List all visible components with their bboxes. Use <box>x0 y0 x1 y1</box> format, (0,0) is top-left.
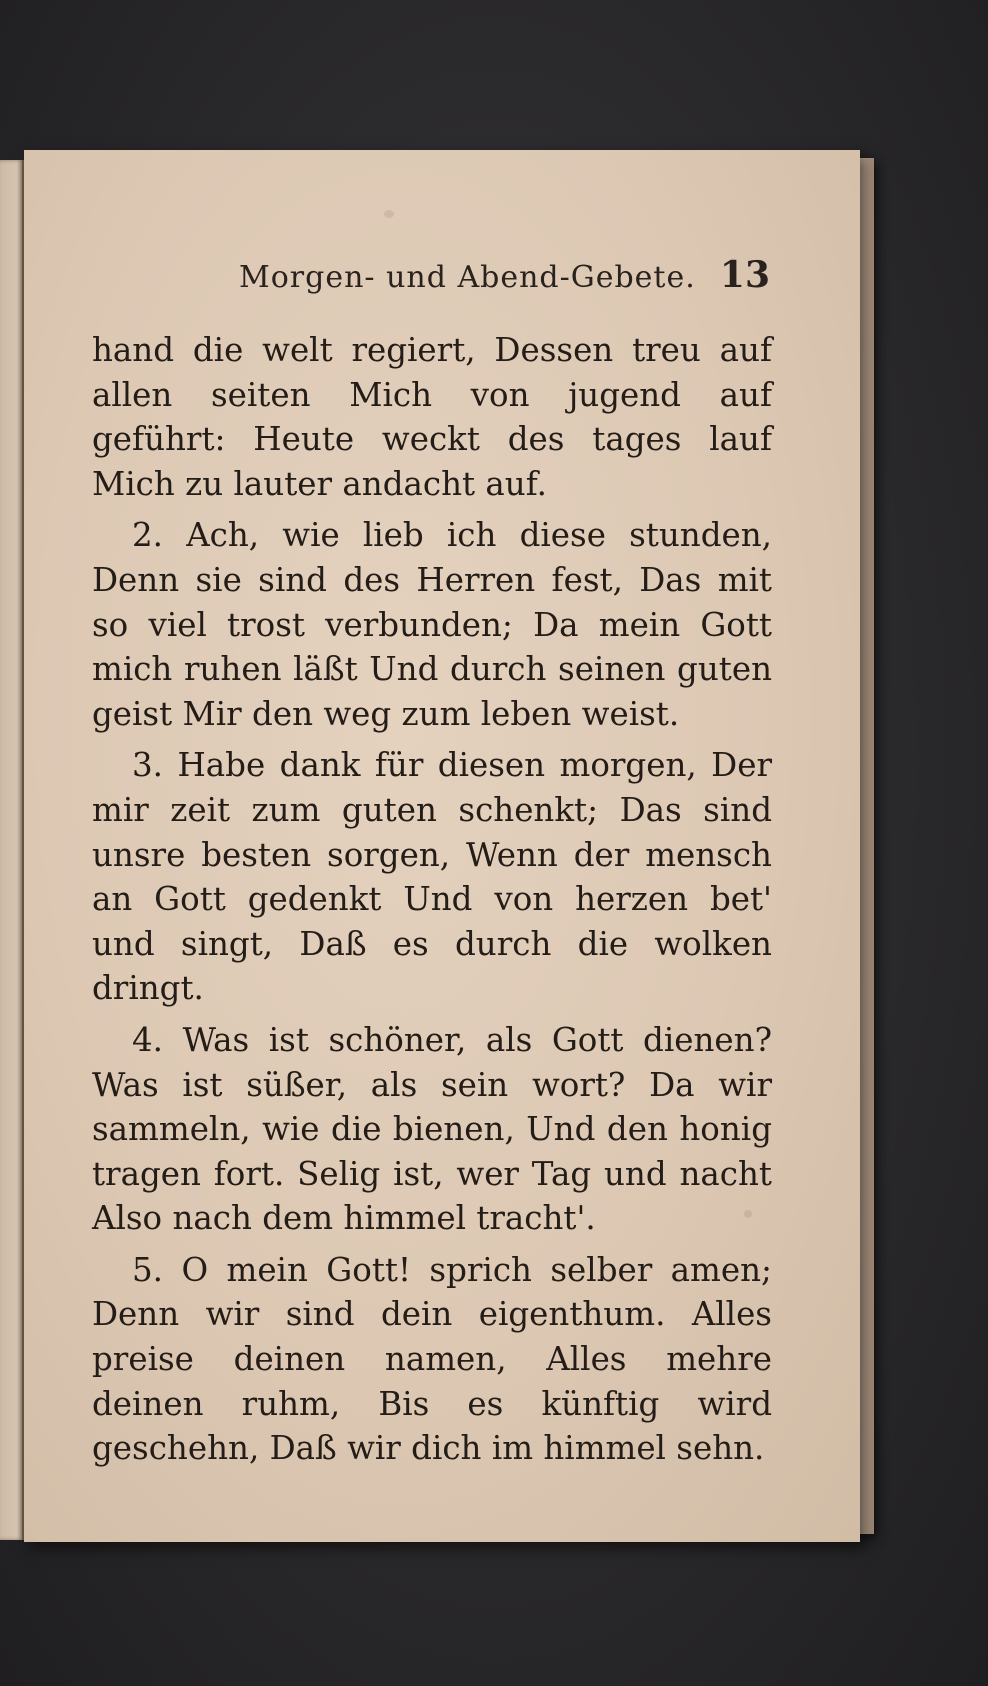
stanza-number: 3. <box>132 746 164 785</box>
stanza-3 <box>92 743 772 1011</box>
stanza-text: Ach, wie lieb ich diese stunden, Denn sie sind des Herren fest, Das mit so viel trost verbunden; Da mein Gott mich ruhen läßt Und durch seinen guten geist Mir den weg zum leben weist. <box>92 516 772 733</box>
stanza-text: Habe dank für diesen morgen, Der mir zeit zum guten schenkt; Das sind unsre besten sorgen, Wenn der mensch an Gott gedenkt Und von herzen bet' und singt, Daß es durch die wolken dringt. <box>92 746 772 1008</box>
left-page-edge <box>0 160 24 1540</box>
page-header <box>94 254 770 310</box>
stanza-number: 2. <box>132 516 164 555</box>
hymn-text <box>92 328 772 1478</box>
stanza-text: Was ist schöner, als Gott dienen? Was ist süßer, als sein wort? Da wir sammeln, wie die bienen, Und den honig tragen fort. Selig ist, wer Tag und nacht Also nach dem himmel tracht'. <box>92 1020 772 1238</box>
page-number: 13 <box>719 254 770 296</box>
stanza-text: O mein Gott! sprich selber amen; Denn wir sind dein eigenthum. Alles preise deinen namen, Alles mehre deinen ruhm, Bis es künftig wird geschehn, Daß wir dich im himmel sehn. <box>92 1250 772 1468</box>
stanza-2 <box>92 513 772 736</box>
stanza-text: hand die welt regiert, Dessen treu auf allen seiten Mich von jugend auf geführt: Heute weckt des tages lauf Mich zu lauter andacht auf. <box>92 331 772 503</box>
stanza-5 <box>92 1248 772 1471</box>
running-title: Morgen- und Abend-Gebete. <box>239 260 696 295</box>
stanza-number: 5. <box>132 1250 164 1289</box>
book-page <box>24 150 860 1542</box>
stanza-number: 4. <box>132 1020 164 1059</box>
stanza-4 <box>92 1018 772 1241</box>
opening-lines <box>92 328 772 506</box>
paper-spot <box>384 210 394 218</box>
